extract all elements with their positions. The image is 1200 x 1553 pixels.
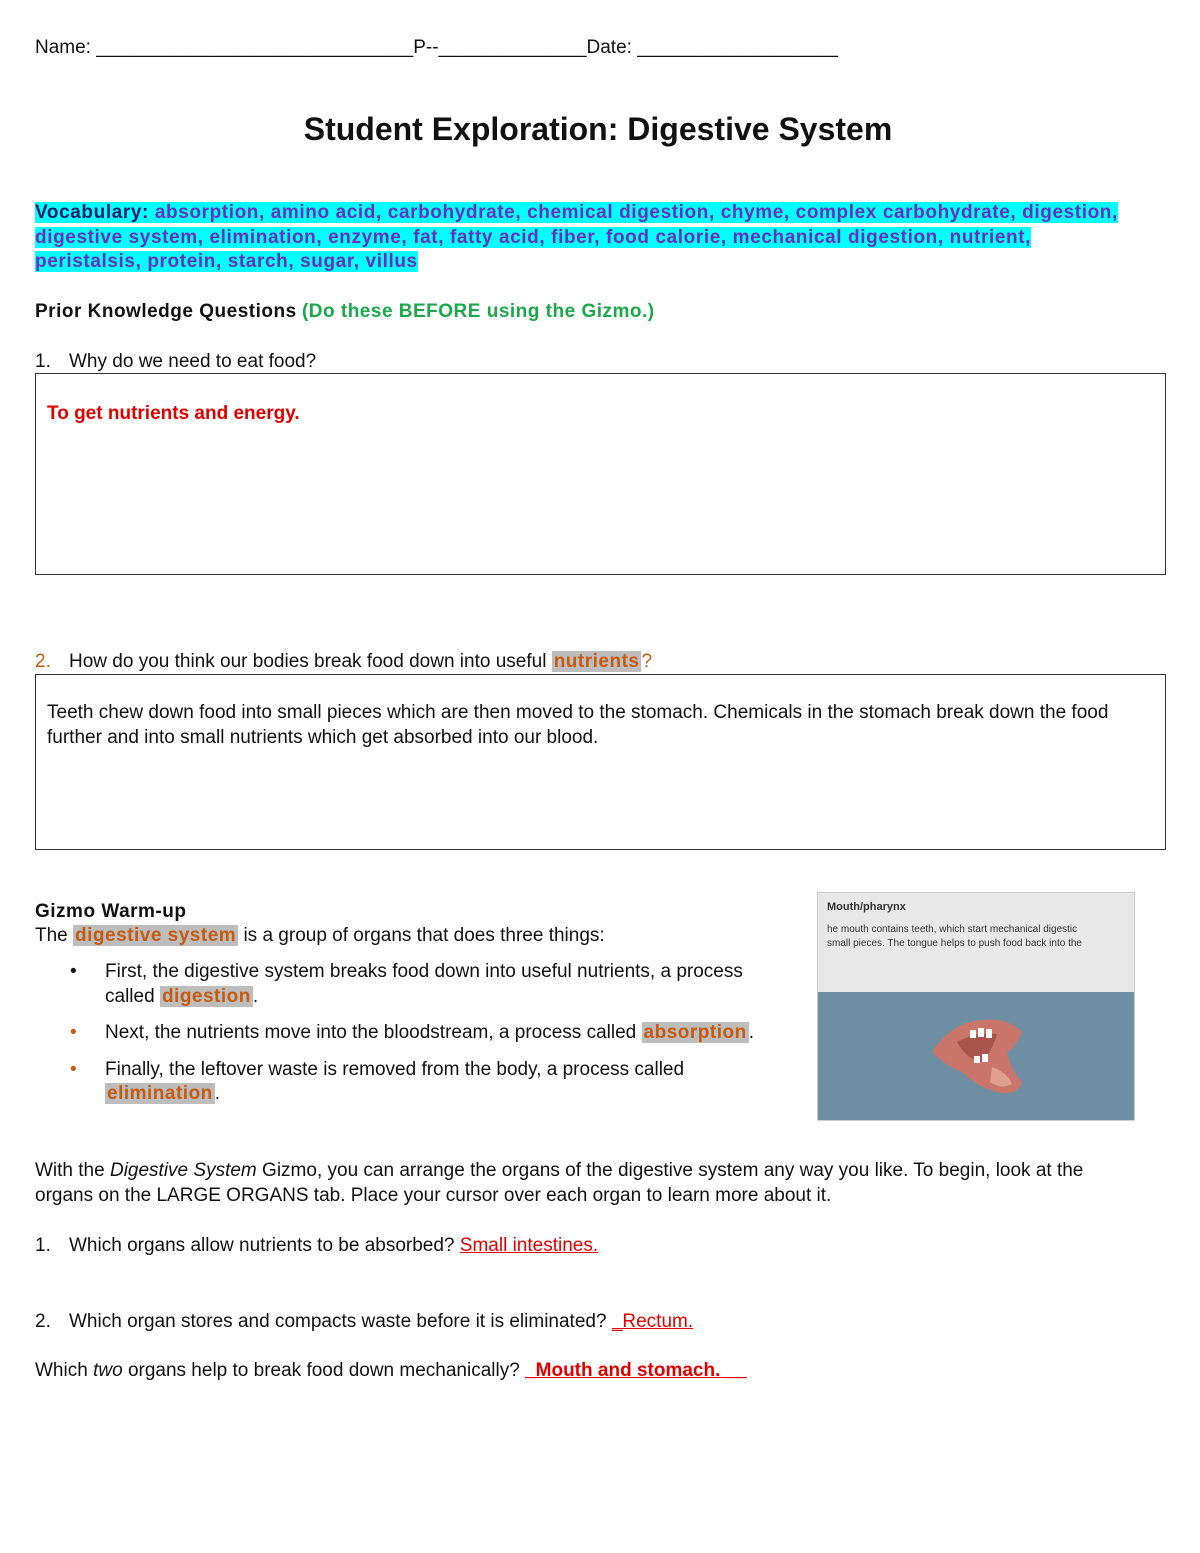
bullet-icon: • (70, 961, 77, 982)
answer-box-1[interactable] (35, 373, 1166, 575)
answer-text[interactable]: _Mouth and stomach. __ (525, 1360, 747, 1381)
paragraph-italic: Digestive System (109, 1160, 257, 1181)
warmup-heading: Gizmo Warm-up (35, 901, 187, 922)
bullet-suffix: . (214, 1083, 221, 1104)
paragraph-text: With the (35, 1160, 105, 1181)
question-text: Which (35, 1360, 88, 1381)
list-item (70, 1021, 770, 1046)
question-number: 2. (35, 1311, 51, 1332)
answer-text-1: To get nutrients and energy. (47, 403, 300, 424)
highlighted-term: nutrients (553, 651, 640, 672)
bullet-text: Finally, the leftover waste is removed from the body, a process called (105, 1058, 685, 1080)
question-italic: two (93, 1360, 123, 1381)
question-number: 2. (35, 651, 51, 672)
vocabulary-terms: absorption, amino acid, carbohydrate, chemical digestion, chyme, complex carbohydrate, digestion, digestive system, elimination, enzyme, fat, fatty acid, fiber, food calorie, mechanical digestion, nutrient, peristalsis, protein, starch, sugar, villus (35, 202, 1118, 272)
question-number: 1. (35, 1235, 51, 1256)
list-item (70, 960, 770, 1009)
prior-knowledge-heading: Prior Knowledge Questions (35, 301, 297, 322)
highlighted-term: absorption (643, 1022, 747, 1043)
answer-text-2: Teeth chew down food into small pieces which are then moved to the stomach. Chemicals in the stomach break down the food further and into small nutrients which get absorbed into our blood. (47, 702, 1109, 748)
gizmo-screenshot (817, 892, 1135, 1121)
paragraph-text: Gizmo, you can arrange the organs of the digestive system any way you like. To begin, look at the organs on the LARGE ORGANS tab. Place your cursor over each organ to learn more about it. (35, 1160, 1084, 1206)
question-text: organs help to break food down mechanically? (127, 1360, 520, 1381)
intro-text: is a group of organs that does three things: (243, 925, 605, 946)
warmup-question-1 (35, 1234, 598, 1258)
warmup-paragraph (35, 1159, 1145, 1208)
bullet-suffix: . (748, 1022, 754, 1043)
answer-text[interactable]: _Rectum. (611, 1311, 694, 1332)
vocabulary-block (35, 201, 1125, 275)
highlighted-term: elimination (107, 1083, 213, 1104)
list-item (70, 1058, 770, 1107)
warmup-question-3 (35, 1359, 747, 1383)
intro-text: The (35, 925, 68, 946)
bullet-icon: • (70, 1058, 77, 1080)
highlighted-term: digestive system (75, 925, 237, 946)
gizmo-frame (817, 892, 1135, 1121)
gizmo-text-line: small pieces. The tongue helps to push food back into the (827, 938, 1082, 949)
answer-box-2[interactable] (35, 674, 1166, 850)
prior-question-1 (35, 350, 316, 374)
highlighted-term: digestion (161, 985, 251, 1007)
warmup-intro (35, 924, 605, 948)
question-text: Which organ stores and compacts waste before it is eliminated? (69, 1311, 607, 1332)
vocabulary-label: Vocabulary: (35, 202, 149, 223)
bullet-text: Next, the nutrients move into the bloodstream, a process called (105, 1022, 637, 1043)
gizmo-text-line: he mouth contains teeth, which start mechanical digestic (827, 924, 1078, 935)
answer-text[interactable]: Small intestines. (459, 1235, 599, 1256)
question-text: Why do we need to eat food? (69, 351, 317, 372)
question-number: 1. (35, 351, 51, 372)
prior-knowledge-note: (Do these BEFORE using the Gizmo.) (301, 301, 655, 322)
header-name-line: Name: ______________________________P--______________Date: ___________________ (35, 37, 838, 58)
question-suffix: ? (641, 651, 653, 672)
bullet-icon: • (70, 1022, 77, 1043)
warmup-question-2 (35, 1310, 693, 1334)
warmup-bullet-list (70, 960, 770, 1119)
question-text: How do you think our bodies break food down into useful (69, 651, 547, 672)
bullet-suffix: . (252, 985, 259, 1007)
question-text: Which organs allow nutrients to be absorbed? (69, 1235, 455, 1256)
page-title: Student Exploration: Digestive System (303, 111, 893, 147)
prior-question-2 (35, 650, 652, 674)
prior-knowledge-heading-row (35, 300, 655, 324)
gizmo-panel-title: Mouth/pharynx (827, 901, 906, 913)
bullet-text: First, the digestive system breaks food down into useful nutrients, a process called (105, 961, 743, 1007)
